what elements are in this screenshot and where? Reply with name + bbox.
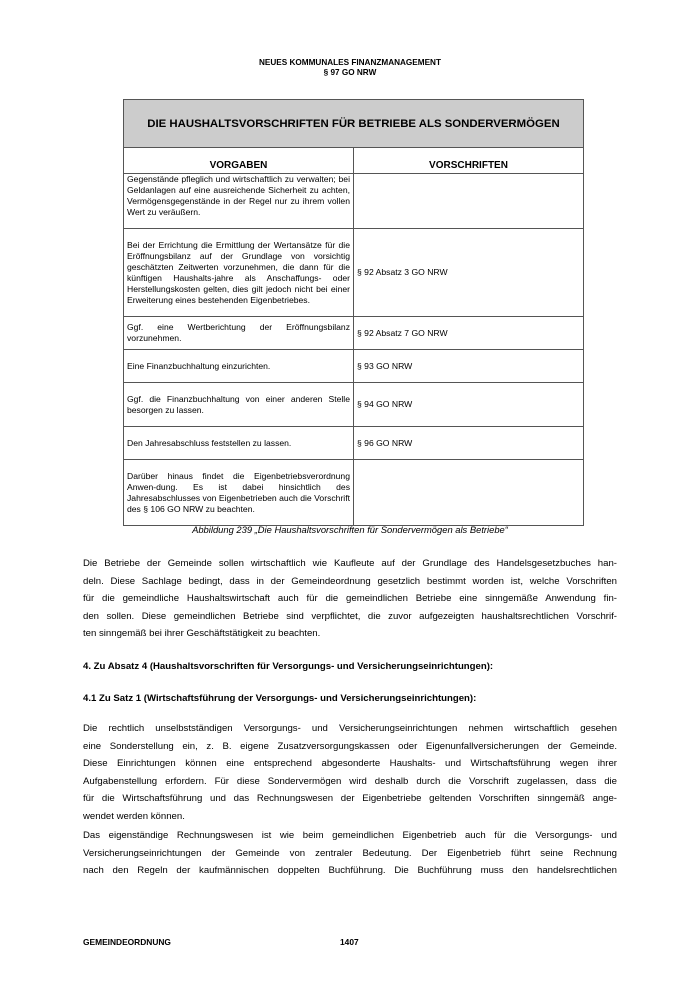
header-title: NEUES KOMMUNALES FINANZMANAGEMENT	[259, 58, 441, 67]
vorschrift-cell	[354, 460, 584, 526]
table-row	[124, 317, 584, 350]
section-heading: 4. Zu Absatz 4 (Haushaltsvorschriften für Versorgungs- und Versicherungseinrichtungen):	[83, 661, 494, 672]
column-header-vorschriften: VORSCHRIFTEN	[354, 148, 584, 174]
table-row	[124, 174, 584, 229]
vorgabe-cell: Ggf. die Finanzbuchhaltung von einer anderen Stelle besorgen zu lassen.	[124, 383, 354, 427]
page-number: 1407	[340, 937, 359, 947]
paragraph-versorgung	[83, 720, 617, 825]
text-line: wendet werden können.	[83, 810, 185, 822]
table-row	[124, 350, 584, 383]
header-paragraph: § 97 GO NRW	[323, 68, 377, 77]
vorschrift-cell: § 93 GO NRW	[354, 350, 584, 383]
text-line: nach den Regeln der kaufmännischen doppelten Buchführung. Die Buchführung muss den handelsrechtlichen	[83, 865, 617, 876]
footer-label: GEMEINDEORDNUNG	[83, 937, 171, 947]
paragraph-betriebe	[83, 555, 617, 643]
table-row	[124, 427, 584, 460]
regulations-table	[123, 99, 584, 526]
text-line: Das eigenständige Rechnungswesen ist wie beim gemeindlichen Eigenbetrieb auch für die Versorgungs- und	[83, 830, 617, 841]
vorschrift-cell: § 92 Absatz 7 GO NRW	[354, 317, 584, 350]
page-header	[0, 58, 700, 78]
vorgabe-cell: Eine Finanzbuchhaltung einzurichten.	[124, 350, 354, 383]
vorschrift-cell: § 94 GO NRW	[354, 383, 584, 427]
vorgabe-cell: Darüber hinaus findet die Eigenbetriebsverordnung Anwen-dung. Es ist dabei hinsichtlich des Jahresabschlusses von Eigenbetrieben auch die Vorschrift des § 106 GO NRW zu beachten.	[124, 460, 354, 526]
vorgabe-cell: Ggf. eine Wertberichtung der Eröffnungsbilanz vorzunehmen.	[124, 317, 354, 350]
table-row	[124, 460, 584, 526]
text-line: den sollen. Diese gemeindlichen Betriebe sind verpflichtet, die zuvor aufgezeigten haushaltsrechtlichen Vorschrif-	[83, 610, 617, 622]
table-row	[124, 229, 584, 317]
vorgabe-cell: Bei der Errichtung die Ermittlung der Wertansätze für die Eröffnungsbilanz auf der Grundlage von vorsichtig geschätzten Zeitwerten vorzunehmen, die dann für die künftigen Haushalts-jahre als Anschaffungs- oder Herstellungskosten gelten, dies gilt jedoch nicht bei einer Erweiterung eines bestehenden Eigenbetriebes.	[124, 229, 354, 317]
text-line: eine Sonderstellung ein, z. B. eigene Zusatzversorgungskassen oder Eigenunfallversicherungen der Gemeinde.	[83, 740, 617, 752]
text-line: Die rechtlich unselbstständigen Versorgungs- und Versicherungseinrichtungen nehmen wirtschaftlich gesehen	[83, 723, 617, 734]
vorschrift-cell: § 96 GO NRW	[354, 427, 584, 460]
text-line: Aufgabenstellung erfordern. Für diese Sondervermögen wird deshalb durch die Vorschrift zugelassen, dass die	[83, 775, 617, 787]
table-row	[124, 383, 584, 427]
subsection-heading: 4.1 Zu Satz 1 (Wirtschaftsführung der Versorgungs- und Versicherungseinrichtungen):	[83, 693, 477, 704]
vorgabe-cell: Den Jahresabschluss feststellen zu lassen.	[124, 427, 354, 460]
text-line: für die gemeindliche Haushaltswirtschaft auch für die gemeindlichen Betriebe eine sinngemäße Anwendung fin-	[83, 593, 617, 604]
text-line: ten sinngemäß bei ihrer Geschäftstätigkeit zu beachten.	[83, 628, 321, 639]
table-title: DIE HAUSHALTSVORSCHRIFTEN FÜR BETRIEBE ALS SONDERVERMÖGEN	[124, 100, 584, 148]
figure-caption: Abbildung 239 „Die Haushaltsvorschriften für Sondervermögen als Betriebe“	[192, 524, 508, 535]
vorschrift-cell: § 92 Absatz 3 GO NRW	[354, 229, 584, 317]
text-line: für die Wirtschaftsführung und das Rechnungswesen der Eigenbetriebe geltenden Vorschriften sinngemäß ange-	[83, 793, 617, 804]
text-line: deln. Diese Sachlage bedingt, dass in der Gemeindeordnung gesetzlich bestimmt worden ist, welche Vorschriften	[83, 575, 617, 587]
text-line: Diese Einrichtungen können eine entsprechend abgesonderte Haushalts- und Wirtschaftsführung wegen ihrer	[83, 758, 617, 769]
column-header-vorgaben: VORGABEN	[124, 148, 354, 174]
paragraph-rechnungswesen	[83, 827, 617, 880]
vorschrift-cell	[354, 174, 584, 229]
text-line: Die Betriebe der Gemeinde sollen wirtschaftlich wie Kaufleute auf der Grundlage des Handelsgesetzbuches han-	[83, 558, 617, 569]
text-line: Versicherungseinrichtungen der Gemeinde von zentraler Bedeutung. Der Eigenbetrieb führt seine Rechnung	[83, 847, 617, 859]
vorgabe-cell: Gegenstände pfleglich und wirtschaftlich zu verwalten; bei Geldanlagen auf eine ausreichende Sicherheit zu achten, Vermögensgegenstände in der Regel nur zu ihrem vollen Wert zu veräußern.	[124, 174, 354, 229]
